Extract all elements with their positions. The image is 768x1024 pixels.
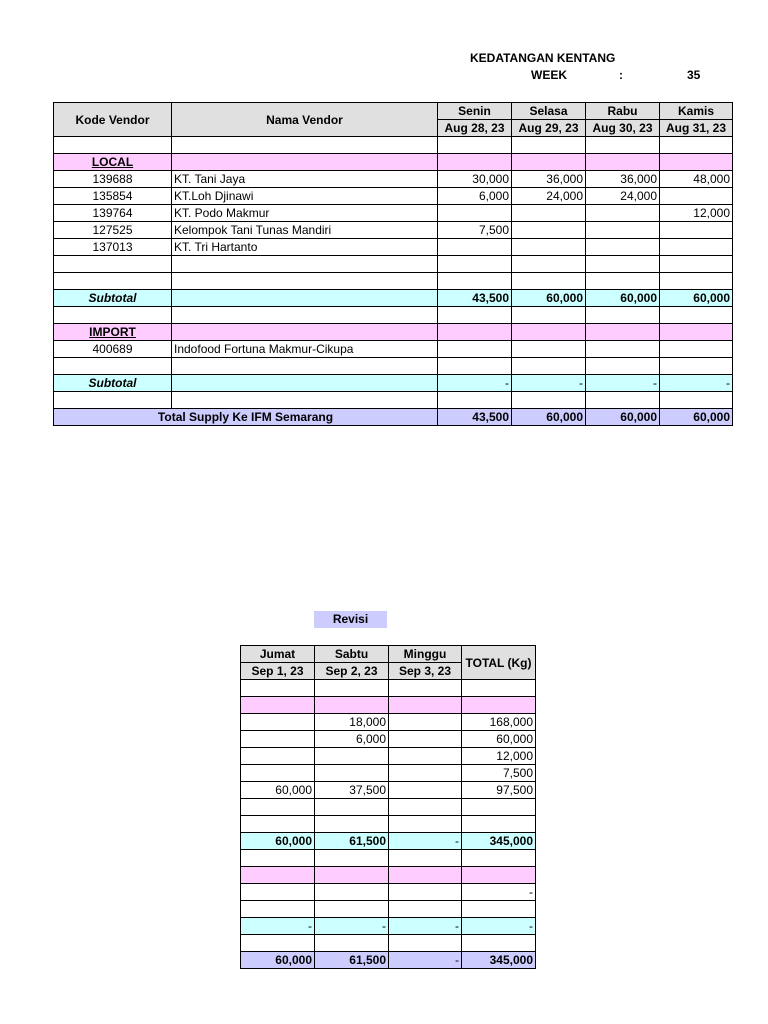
vendor-code: 127525 <box>54 222 172 239</box>
qty-cell <box>660 239 733 256</box>
total-cell: 60,000 <box>660 409 733 426</box>
total-qty-cell: 168,000 <box>462 714 536 731</box>
subtotal-label: Subtotal <box>54 290 172 307</box>
empty-row <box>54 137 733 154</box>
report-title: KEDATANGAN KENTANG <box>470 51 616 65</box>
empty-row <box>241 816 536 833</box>
col-total: TOTAL (Kg) <box>462 646 536 680</box>
qty-cell: 48,000 <box>660 171 733 188</box>
empty-row <box>241 935 536 952</box>
qty-cell <box>389 884 462 901</box>
subtotal-cell: - <box>389 833 462 850</box>
table-row <box>54 222 733 239</box>
qty-cell: 6,000 <box>315 731 389 748</box>
subtotal-cell: 60,000 <box>586 290 660 307</box>
import-subtotal-row <box>54 375 733 392</box>
qty-cell: 24,000 <box>512 188 586 205</box>
qty-cell: 36,000 <box>512 171 586 188</box>
col-kode-vendor: Kode Vendor <box>54 103 172 137</box>
section-import <box>241 867 536 884</box>
local-subtotal-row <box>241 833 536 850</box>
vendor-name: KT. Podo Makmur <box>172 205 438 222</box>
table-row <box>54 171 733 188</box>
col-day: Senin <box>438 103 512 120</box>
subtotal-cell: 60,000 <box>660 290 733 307</box>
subtotal-cell: 60,000 <box>512 290 586 307</box>
qty-cell <box>241 731 315 748</box>
empty-row <box>54 273 733 290</box>
import-subtotal-row <box>241 918 536 935</box>
qty-cell <box>512 205 586 222</box>
subtotal-cell: - <box>241 918 315 935</box>
qty-cell <box>241 765 315 782</box>
col-day: Sabtu <box>315 646 389 663</box>
subtotal-cell: - <box>660 375 733 392</box>
empty-row <box>54 392 733 409</box>
table-row <box>54 341 733 358</box>
col-date: Sep 3, 23 <box>389 663 462 680</box>
total-row <box>54 409 733 426</box>
supply-table-revisi <box>240 645 536 969</box>
vendor-name: KT. Tri Hartanto <box>172 239 438 256</box>
subtotal-cell: - <box>315 918 389 935</box>
import-label: IMPORT <box>89 325 136 339</box>
empty-row <box>54 307 733 324</box>
vendor-name: KT. Tani Jaya <box>172 171 438 188</box>
table-row <box>241 782 536 799</box>
col-date: Aug 28, 23 <box>438 120 512 137</box>
qty-cell <box>241 748 315 765</box>
vendor-code: 139764 <box>54 205 172 222</box>
table-row <box>54 239 733 256</box>
table-row <box>241 714 536 731</box>
subtotal-cell: - <box>462 918 536 935</box>
qty-cell <box>438 205 512 222</box>
qty-cell: 30,000 <box>438 171 512 188</box>
qty-cell <box>241 884 315 901</box>
total-cell: - <box>389 952 462 969</box>
vendor-name: Kelompok Tani Tunas Mandiri <box>172 222 438 239</box>
qty-cell <box>660 222 733 239</box>
section-local <box>54 154 733 171</box>
col-day: Jumat <box>241 646 315 663</box>
qty-cell <box>586 205 660 222</box>
total-cell: 345,000 <box>462 952 536 969</box>
col-date: Aug 30, 23 <box>586 120 660 137</box>
total-qty-cell: 60,000 <box>462 731 536 748</box>
qty-cell: 12,000 <box>660 205 733 222</box>
qty-cell <box>512 341 586 358</box>
table-row <box>241 731 536 748</box>
subtotal-cell: - <box>438 375 512 392</box>
col-day: Rabu <box>586 103 660 120</box>
qty-cell <box>389 714 462 731</box>
local-subtotal-row <box>54 290 733 307</box>
total-qty-cell: 12,000 <box>462 748 536 765</box>
subtotal-label: Subtotal <box>54 375 172 392</box>
total-label: Total Supply Ke IFM Semarang <box>54 409 438 426</box>
table-row <box>241 765 536 782</box>
revisi-label: Revisi <box>314 611 387 628</box>
qty-cell: 7,500 <box>438 222 512 239</box>
qty-cell <box>389 782 462 799</box>
qty-cell <box>512 239 586 256</box>
qty-cell <box>438 341 512 358</box>
qty-cell: 60,000 <box>241 782 315 799</box>
table-row <box>54 205 733 222</box>
col-day: Minggu <box>389 646 462 663</box>
total-cell: 60,000 <box>512 409 586 426</box>
subtotal-cell: 43,500 <box>438 290 512 307</box>
vendor-name: KT.Loh Djinawi <box>172 188 438 205</box>
total-cell: 60,000 <box>241 952 315 969</box>
col-date: Sep 1, 23 <box>241 663 315 680</box>
qty-cell: 37,500 <box>315 782 389 799</box>
empty-row <box>241 680 536 697</box>
empty-row <box>241 799 536 816</box>
col-date: Sep 2, 23 <box>315 663 389 680</box>
table-row <box>241 884 536 901</box>
qty-cell <box>389 731 462 748</box>
week-colon: : <box>619 68 623 82</box>
empty-row <box>241 901 536 918</box>
section-local <box>241 697 536 714</box>
empty-row <box>54 358 733 375</box>
total-row <box>241 952 536 969</box>
subtotal-cell: 61,500 <box>315 833 389 850</box>
qty-cell: 24,000 <box>586 188 660 205</box>
col-day: Selasa <box>512 103 586 120</box>
vendor-code: 139688 <box>54 171 172 188</box>
table-row <box>54 188 733 205</box>
week-value: 35 <box>687 68 701 82</box>
total-cell: 61,500 <box>315 952 389 969</box>
week-label: WEEK <box>531 68 567 82</box>
total-qty-cell: 7,500 <box>462 765 536 782</box>
total-cell: 43,500 <box>438 409 512 426</box>
vendor-code: 135854 <box>54 188 172 205</box>
supply-table-main <box>53 102 733 426</box>
qty-cell <box>315 765 389 782</box>
vendor-code: 400689 <box>54 341 172 358</box>
total-qty-cell: - <box>462 884 536 901</box>
col-date: Aug 29, 23 <box>512 120 586 137</box>
subtotal-cell: 345,000 <box>462 833 536 850</box>
vendor-name: Indofood Fortuna Makmur-Cikupa <box>172 341 438 358</box>
qty-cell <box>241 714 315 731</box>
qty-cell <box>315 884 389 901</box>
qty-cell: 6,000 <box>438 188 512 205</box>
qty-cell <box>315 748 389 765</box>
qty-cell <box>389 748 462 765</box>
vendor-code: 137013 <box>54 239 172 256</box>
total-cell: 60,000 <box>586 409 660 426</box>
local-label: LOCAL <box>91 155 134 169</box>
qty-cell <box>660 341 733 358</box>
qty-cell <box>586 341 660 358</box>
table-row <box>241 748 536 765</box>
qty-cell: 18,000 <box>315 714 389 731</box>
col-day: Kamis <box>660 103 733 120</box>
qty-cell: 36,000 <box>586 171 660 188</box>
qty-cell <box>586 239 660 256</box>
qty-cell <box>389 765 462 782</box>
subtotal-cell: - <box>586 375 660 392</box>
subtotal-cell: - <box>389 918 462 935</box>
col-nama-vendor: Nama Vendor <box>172 103 438 137</box>
total-qty-cell: 97,500 <box>462 782 536 799</box>
empty-row <box>54 256 733 273</box>
subtotal-cell: - <box>512 375 586 392</box>
section-import <box>54 324 733 341</box>
empty-row <box>241 850 536 867</box>
qty-cell <box>438 239 512 256</box>
subtotal-cell: 60,000 <box>241 833 315 850</box>
col-date: Aug 31, 23 <box>660 120 733 137</box>
qty-cell <box>512 222 586 239</box>
qty-cell <box>660 188 733 205</box>
qty-cell <box>586 222 660 239</box>
